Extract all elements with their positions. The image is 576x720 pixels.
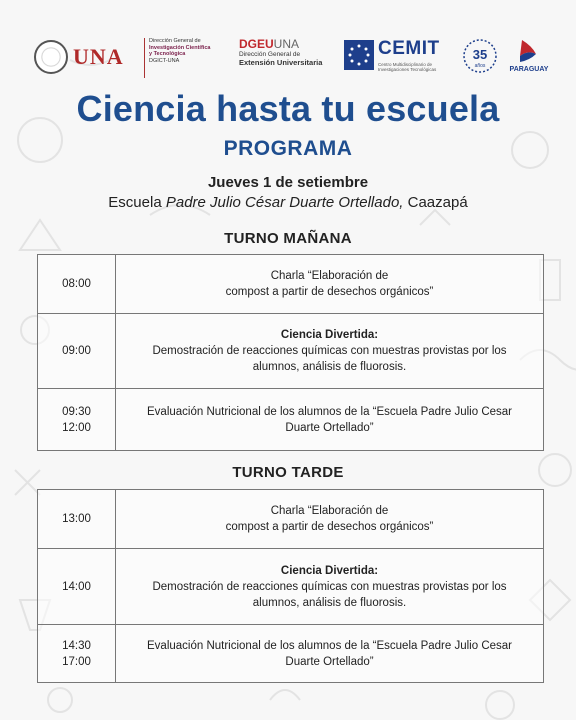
dgict-logo xyxy=(144,38,229,78)
time-cell xyxy=(38,625,116,683)
paraguay-emblem-icon xyxy=(504,38,554,66)
dgict-line-4: DGICT-UNA xyxy=(149,57,180,64)
una-logo xyxy=(34,38,129,78)
activity-line-1: Charla “Elaboración de xyxy=(270,505,389,517)
page-subtitle: PROGRAMA xyxy=(223,137,353,160)
activity-line-1: Demostración de reacciones químicas con muestras provistas por los xyxy=(152,345,507,357)
anniversary-suffix: años xyxy=(474,63,486,69)
paraguay-logo xyxy=(504,38,554,78)
afternoon-heading: TURNO TARDE xyxy=(232,464,344,481)
place-suffix: Caazapá xyxy=(403,194,468,211)
time-end: 12:00 xyxy=(62,421,91,434)
logo-bar xyxy=(34,38,554,78)
dgict-line-2: Investigación Científica xyxy=(149,44,211,51)
activity-line-1: Charla “Elaboración de xyxy=(270,270,389,282)
time-cell xyxy=(38,314,116,389)
page-title: Ciencia hasta tu escuela xyxy=(76,88,500,129)
table-row xyxy=(38,389,544,451)
time-cell xyxy=(38,549,116,625)
activity-line-2: alumnos, análisis de fluorosis. xyxy=(252,361,407,373)
time-cell xyxy=(38,255,116,314)
time-start: 14:00 xyxy=(62,580,91,593)
time-start: 09:30 xyxy=(62,405,91,418)
activity-cell xyxy=(116,314,544,389)
table-row xyxy=(38,549,544,625)
place-prefix: Escuela xyxy=(108,194,166,211)
dgeu-suffix: UNA xyxy=(273,37,300,51)
activity-line-2: compost a partir de desechos orgánicos” xyxy=(225,521,434,533)
activity-line-2: Duarte Ortellado” xyxy=(285,655,374,668)
dgict-line-3: y Tecnológica xyxy=(149,51,186,57)
cemit-emblem-icon xyxy=(344,40,374,70)
activity-cell xyxy=(116,490,544,549)
activity-line-2: alumnos, análisis de fluorosis. xyxy=(252,596,407,609)
table-row xyxy=(38,490,544,549)
event-date: Jueves 1 de setiembre xyxy=(207,174,369,191)
school-name: Padre Julio César Duarte Ortellado, xyxy=(165,194,404,211)
time-end: 17:00 xyxy=(62,655,91,668)
table-row xyxy=(38,255,544,314)
dgeu-title xyxy=(239,38,344,51)
dgict-line-1: Dirección General de xyxy=(149,38,201,44)
activity-cell xyxy=(116,389,544,451)
activity-title: Ciencia Divertida: xyxy=(280,329,379,341)
activity-line-1: Demostración de reacciones químicas con muestras provistas por los xyxy=(152,580,507,593)
time-start: 09:00 xyxy=(62,345,91,357)
dgeu-main: DGEU xyxy=(239,37,274,51)
table-row xyxy=(38,625,544,683)
morning-heading: TURNO MAÑANA xyxy=(224,230,352,247)
morning-schedule-table xyxy=(37,254,544,451)
una-logo-text: UNA xyxy=(73,44,124,69)
activity-cell xyxy=(116,255,544,314)
afternoon-schedule-table xyxy=(37,489,544,683)
activity-line-2: Duarte Ortellado” xyxy=(285,421,374,434)
table-row xyxy=(38,314,544,389)
activity-line-2: compost a partir de desechos orgánicos” xyxy=(225,286,434,298)
cemit-logo-text: CEMIT xyxy=(378,38,440,59)
activity-title: Ciencia Divertida: xyxy=(280,564,379,577)
activity-line-1: Evaluación Nutricional de los alumnos de la “Escuela Padre Julio Cesar xyxy=(147,639,512,652)
dgeu-logo xyxy=(239,38,344,78)
dgeu-sub-2: Extensión Universitaria xyxy=(239,57,323,67)
cemit-subtitle: Centro Multidisciplinario de Investigaciones Tecnológicas xyxy=(378,62,437,72)
activity-cell xyxy=(116,625,544,683)
una-seal-icon xyxy=(34,40,68,74)
dgeu-sub-1: Dirección General de xyxy=(239,51,301,58)
time-start: 13:00 xyxy=(62,513,91,525)
time-start: 08:00 xyxy=(62,278,91,290)
time-cell xyxy=(38,490,116,549)
anniversary-35-icon xyxy=(462,38,498,74)
paraguay-logo-text: PARAGUAY xyxy=(509,66,549,73)
event-place xyxy=(0,194,576,211)
anniversary-number: 35 xyxy=(472,47,488,62)
cemit-logo xyxy=(344,38,494,78)
time-cell xyxy=(38,389,116,451)
activity-cell xyxy=(116,549,544,625)
activity-line-1: Evaluación Nutricional de los alumnos de la “Escuela Padre Julio Cesar xyxy=(147,405,512,418)
time-start: 14:30 xyxy=(62,639,91,652)
